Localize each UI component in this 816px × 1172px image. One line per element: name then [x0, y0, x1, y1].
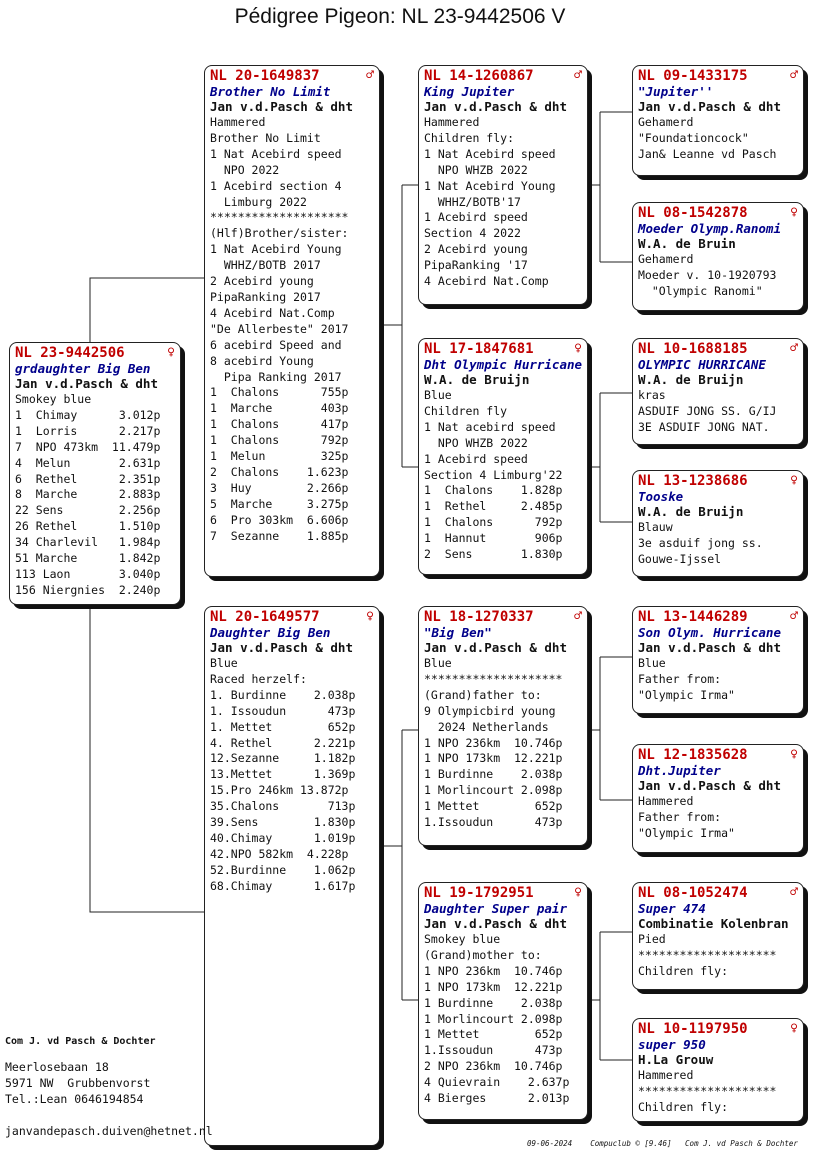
info-line: 1.Issoudun 473p	[424, 815, 563, 830]
info-line: ********************	[210, 210, 349, 225]
info-line: 22 Sens 2.256p	[15, 503, 161, 518]
info-line: 1 Morlincourt 2.098p	[424, 1011, 563, 1026]
info-line: Section 4 Limburg'22	[424, 467, 563, 482]
info-line: 1 Chalons 755p	[210, 385, 349, 400]
ring-number: NL 09-1433175	[638, 68, 748, 84]
footer-software: Compuclub © [9.46]	[590, 1139, 672, 1148]
info-line: 6 acebird Speed and	[210, 337, 342, 352]
pigeon-name: Son Olym. Hurricane	[638, 625, 781, 640]
male-symbol-icon: ♂	[366, 68, 374, 83]
footer-meta	[527, 1139, 798, 1148]
info-line: Hammered	[638, 794, 694, 808]
info-line: 1 Lorris 2.217p	[15, 423, 161, 438]
male-symbol-icon: ♂	[790, 885, 798, 900]
pigeon-card-father-father	[418, 65, 588, 305]
ring-number-row	[638, 747, 798, 763]
breeder-name: Jan v.d.Pasch & dht	[638, 640, 781, 655]
ring-number: NL 10-1688185	[638, 341, 748, 357]
info-line: 34 Charlevil 1.984p	[15, 535, 161, 550]
info-line: 1 Chimay 3.012p	[15, 407, 161, 422]
info-line: (Hlf)Brother/sister:	[210, 226, 349, 241]
breeder-name: Combinatie Kolenbran	[638, 916, 789, 931]
info-line: Gouwe-Ijssel	[638, 551, 722, 566]
info-line: 2 NPO 236km 10.746p	[424, 1059, 563, 1074]
info-line: Hammered	[210, 115, 266, 129]
pigeon-name: Tooske	[638, 489, 684, 504]
female-symbol-icon: ♀	[790, 1021, 798, 1036]
male-symbol-icon: ♂	[790, 341, 798, 356]
info-line: 3E ASDUIF JONG NAT.	[638, 419, 770, 434]
info-line: 51 Marche 1.842p	[15, 551, 161, 566]
ring-number-row	[638, 473, 798, 489]
ring-number-row	[15, 345, 175, 361]
info-line: 13.Mettet 1.369p	[210, 767, 356, 782]
footer-address-city: 5971 NW Grubbenvorst	[5, 1076, 151, 1090]
info-line: Moeder v. 10-1920793	[638, 267, 777, 282]
info-line: Blue	[424, 388, 452, 402]
ring-number-row	[638, 341, 798, 357]
info-line: 7 Sezanne 1.885p	[210, 528, 349, 543]
info-line: 113 Laon 3.040p	[15, 566, 161, 581]
ring-number-row	[210, 609, 374, 625]
info-line: 2024 Netherlands	[424, 719, 549, 734]
info-line: Brother No Limit	[210, 130, 321, 145]
ring-number: NL 20-1649837	[210, 68, 320, 84]
pigeon-card-mother-father	[418, 606, 588, 846]
ring-number-row	[424, 341, 582, 357]
pigeon-card-mother	[204, 606, 380, 1146]
pigeon-card-fff	[632, 65, 804, 176]
breeder-name: Jan v.d.Pasch & dht	[210, 99, 353, 114]
pigeon-card-fmm	[632, 470, 804, 577]
female-symbol-icon: ♀	[790, 747, 798, 762]
info-line: Jan& Leanne vd Pasch	[638, 146, 777, 161]
ring-number: NL 13-1446289	[638, 609, 748, 625]
info-line: Pied	[638, 932, 666, 946]
pigeon-card-subject	[9, 342, 181, 605]
info-line: ********************	[638, 1083, 777, 1098]
breeder-name: Jan v.d.Pasch & dht	[210, 640, 353, 655]
info-line: 4 Quievrain 2.637p	[424, 1075, 570, 1090]
ring-number: NL 18-1270337	[424, 609, 534, 625]
ring-number: NL 13-1238686	[638, 473, 748, 489]
info-line: 1 Chalons 1.828p	[424, 483, 563, 498]
info-line: 1 Acebird section 4	[210, 178, 342, 193]
info-line: 2 Sens 1.830p	[424, 547, 563, 562]
breeder-name: W.A. de Bruin	[638, 236, 736, 251]
male-symbol-icon: ♂	[574, 609, 582, 624]
breeder-name: Jan v.d.Pasch & dht	[424, 99, 567, 114]
info-line: 1 Mettet 652p	[424, 1027, 563, 1042]
pigeon-card-mmm	[632, 1018, 804, 1122]
info-line: Limburg 2022	[210, 194, 307, 209]
pigeon-card-father-mother	[418, 338, 588, 575]
info-line: 1. Issoudun 473p	[210, 703, 356, 718]
pigeon-card-fmf	[632, 338, 804, 445]
pigeon-name: grdaughter Big Ben	[15, 361, 151, 376]
ring-number: NL 08-1542878	[638, 205, 748, 221]
info-line: 2 Acebird young	[210, 274, 314, 289]
pigeon-name: King Jupiter	[424, 84, 515, 99]
ring-number: NL 08-1052474	[638, 885, 748, 901]
ring-number: NL 23-9442506	[15, 345, 125, 361]
ring-number-row	[210, 68, 374, 84]
info-line: WHHZ/BOTB'17	[424, 194, 521, 209]
ring-number-row	[424, 885, 582, 901]
ring-number-row	[638, 885, 798, 901]
info-line: "De Allerbeste" 2017	[210, 321, 349, 336]
info-line: 1. Burdinne 2.038p	[210, 687, 356, 702]
female-symbol-icon: ♀	[366, 609, 374, 624]
info-line: 4 Acebird Nat.Comp	[210, 305, 335, 320]
page-title: Pédigree Pigeon: NL 23-9442506 V	[234, 5, 566, 28]
info-line: 4 Melun 2.631p	[15, 455, 161, 470]
info-line: 35.Chalons 713p	[210, 799, 356, 814]
pigeon-card-father	[204, 65, 380, 577]
pigeon-name: Super 474	[638, 901, 706, 916]
info-line: 3e asduif jong ss.	[638, 535, 763, 550]
info-line: 9 Olympicbird young	[424, 703, 556, 718]
info-line: 1. Mettet 652p	[210, 719, 356, 734]
info-line: 1 Nat Acebird Young	[210, 242, 342, 257]
info-line: 3 Huy 2.266p	[210, 480, 349, 495]
pigeon-name: Dht Olympic Hurricane	[424, 357, 583, 372]
pigeon-card-mfm	[632, 744, 804, 853]
breeder-name: Jan v.d.Pasch & dht	[424, 916, 567, 931]
info-line: Gehamerd	[638, 115, 694, 129]
info-line: 68.Chimay 1.617p	[210, 878, 356, 893]
info-line: 1 NPO 173km 12.221p	[424, 979, 563, 994]
info-line: 1 Marche 403p	[210, 401, 349, 416]
info-line: NPO WHZB 2022	[424, 435, 528, 450]
info-line: "Olympic Ranomi"	[638, 283, 763, 298]
info-line: 15.Pro 246km 13.872p	[210, 783, 349, 798]
info-line: ********************	[424, 671, 563, 686]
info-line: 1 Nat Acebird speed	[210, 146, 342, 161]
info-line: 1 Chalons 792p	[424, 515, 563, 530]
info-line: 52.Burdinne 1.062p	[210, 862, 356, 877]
pigeon-name: Moeder Olymp.Ranomi	[638, 221, 781, 236]
pigeon-card-mother-mother	[418, 882, 588, 1120]
info-line: (Grand)mother to:	[424, 947, 542, 962]
male-symbol-icon: ♂	[790, 609, 798, 624]
breeder-name: W.A. de Bruijn	[638, 504, 744, 519]
ring-number-row	[424, 609, 582, 625]
female-symbol-icon: ♀	[167, 345, 175, 360]
breeder-name: Jan v.d.Pasch & dht	[424, 640, 567, 655]
info-line: 42.NPO 582km 4.228p	[210, 846, 349, 861]
female-symbol-icon: ♀	[790, 473, 798, 488]
info-line: 40.Chimay 1.019p	[210, 830, 356, 845]
info-line: 39.Sens 1.830p	[210, 815, 356, 830]
info-line: Hammered	[424, 115, 480, 129]
pigeon-card-mff	[632, 606, 804, 714]
ring-number: NL 17-1847681	[424, 341, 534, 357]
info-line: 1 Melun 325p	[210, 449, 349, 464]
info-line: Gehamerd	[638, 252, 694, 266]
ring-number: NL 20-1649577	[210, 609, 320, 625]
info-line: 12.Sezanne 1.182p	[210, 751, 356, 766]
info-line: 7 NPO 473km 11.479p	[15, 439, 161, 454]
pigeon-name: Daughter Big Ben	[210, 625, 331, 640]
info-line: kras	[638, 388, 666, 402]
info-line: Blue	[638, 656, 666, 670]
info-line: Father from:	[638, 809, 722, 824]
female-symbol-icon: ♀	[574, 341, 582, 356]
info-line: 2 Chalons 1.623p	[210, 464, 349, 479]
info-line: 4 Acebird Nat.Comp	[424, 274, 549, 289]
footer-company: Com J. vd Pasch & Dochter	[5, 1036, 156, 1047]
info-line: 1 NPO 173km 12.221p	[424, 751, 563, 766]
info-line: Pipa Ranking 2017	[210, 369, 342, 384]
ring-number-row	[638, 1021, 798, 1037]
info-line: 1 Rethel 2.485p	[424, 499, 563, 514]
ring-number-row	[638, 205, 798, 221]
pigeon-name: super 950	[638, 1037, 706, 1052]
breeder-name: H.La Grouw	[638, 1052, 714, 1067]
footer-owner: Com J. vd Pasch & Dochter	[685, 1139, 798, 1148]
pigeon-card-mmf	[632, 882, 804, 990]
info-line: 5 Marche 3.275p	[210, 496, 349, 511]
female-symbol-icon: ♀	[790, 205, 798, 220]
info-line: 1 Nat Acebird Young	[424, 178, 556, 193]
info-line: 156 Niergnies 2.240p	[15, 582, 161, 597]
info-line: 1 Morlincourt 2.098p	[424, 783, 563, 798]
info-line: (Grand)father to:	[424, 687, 542, 702]
info-line: 8 acebird Young	[210, 353, 314, 368]
info-line: "Olympic Irma"	[638, 687, 735, 702]
info-line: PipaRanking '17	[424, 258, 528, 273]
info-line: 2 Acebird young	[424, 242, 528, 257]
info-line: 1 Acebird speed	[424, 451, 528, 466]
info-line: WHHZ/BOTB 2017	[210, 258, 321, 273]
info-line: 1 Hannut 906p	[424, 531, 563, 546]
info-line: Smokey blue	[15, 392, 92, 406]
breeder-name: W.A. de Bruijn	[424, 372, 530, 387]
info-line: 1 Nat acebird speed	[424, 419, 556, 434]
info-line: Children fly:	[638, 963, 729, 978]
info-line: Raced herzelf:	[210, 671, 307, 686]
info-line: 1 Chalons 417p	[210, 417, 349, 432]
info-line: PipaRanking 2017	[210, 289, 321, 304]
footer-date: 09-06-2024	[527, 1139, 573, 1148]
info-line: Smokey blue	[424, 932, 501, 946]
info-line: Hammered	[638, 1068, 694, 1082]
info-line: ********************	[638, 947, 777, 962]
info-line: 1 Acebird speed	[424, 210, 528, 225]
footer-email: janvandepasch.duiven@hetnet.nl	[5, 1124, 213, 1138]
pigeon-name: Brother No Limit	[210, 84, 331, 99]
info-line: Blue	[424, 656, 452, 670]
breeder-name: Jan v.d.Pasch & dht	[638, 99, 781, 114]
info-line: 1 Burdinne 2.038p	[424, 767, 563, 782]
pigeon-name: Daughter Super pair	[424, 901, 567, 916]
info-line: Children fly:	[638, 1099, 729, 1114]
info-line: 4. Rethel 2.221p	[210, 735, 356, 750]
ring-number-row	[424, 68, 582, 84]
info-line: 1 Mettet 652p	[424, 799, 563, 814]
info-line: 4 Bierges 2.013p	[424, 1091, 570, 1106]
breeder-name: W.A. de Bruijn	[638, 372, 744, 387]
info-line: NPO WHZB 2022	[424, 162, 528, 177]
info-line: ASDUIF JONG SS. G/IJ	[638, 403, 777, 418]
breeder-name: Jan v.d.Pasch & dht	[638, 778, 781, 793]
footer-address-street: Meerlosebaan 18	[5, 1060, 109, 1074]
info-line: Father from:	[638, 671, 722, 686]
info-line: 6 Rethel 2.351p	[15, 471, 161, 486]
pigeon-name: "Jupiter''	[638, 84, 714, 99]
pigeon-card-ffm	[632, 202, 804, 311]
info-line: Blue	[210, 656, 238, 670]
ring-number: NL 12-1835628	[638, 747, 748, 763]
info-line: Children fly:	[424, 130, 515, 145]
info-line: NPO 2022	[210, 162, 280, 177]
breeder-name: Jan v.d.Pasch & dht	[15, 376, 158, 391]
info-line: "Foundationcock"	[638, 130, 749, 145]
info-line: 6 Pro 303km 6.606p	[210, 512, 349, 527]
info-line: 1 NPO 236km 10.746p	[424, 735, 563, 750]
info-line: Children fly	[424, 403, 508, 418]
pigeon-name: OLYMPIC HURRICANE	[638, 357, 766, 372]
female-symbol-icon: ♀	[574, 885, 582, 900]
info-line: 8 Marche 2.883p	[15, 487, 161, 502]
info-line: 1 Burdinne 2.038p	[424, 995, 563, 1010]
ring-number: NL 10-1197950	[638, 1021, 748, 1037]
ring-number: NL 14-1260867	[424, 68, 534, 84]
pigeon-name: Dht.Jupiter	[638, 763, 721, 778]
info-line: 26 Rethel 1.510p	[15, 519, 161, 534]
pigeon-name: "Big Ben"	[424, 625, 492, 640]
info-line: 1 Chalons 792p	[210, 433, 349, 448]
info-line: Section 4 2022	[424, 226, 521, 241]
info-line: Blauw	[638, 520, 673, 534]
ring-number-row	[638, 68, 798, 84]
ring-number-row	[638, 609, 798, 625]
footer-phone: Tel.:Lean 0646194854	[5, 1092, 144, 1106]
info-line: 1 Nat Acebird speed	[424, 146, 556, 161]
info-line: "Olympic Irma"	[638, 825, 735, 840]
ring-number: NL 19-1792951	[424, 885, 534, 901]
info-line: 1 NPO 236km 10.746p	[424, 963, 563, 978]
info-line: 1.Issoudun 473p	[424, 1043, 563, 1058]
male-symbol-icon: ♂	[790, 68, 798, 83]
male-symbol-icon: ♂	[574, 68, 582, 83]
